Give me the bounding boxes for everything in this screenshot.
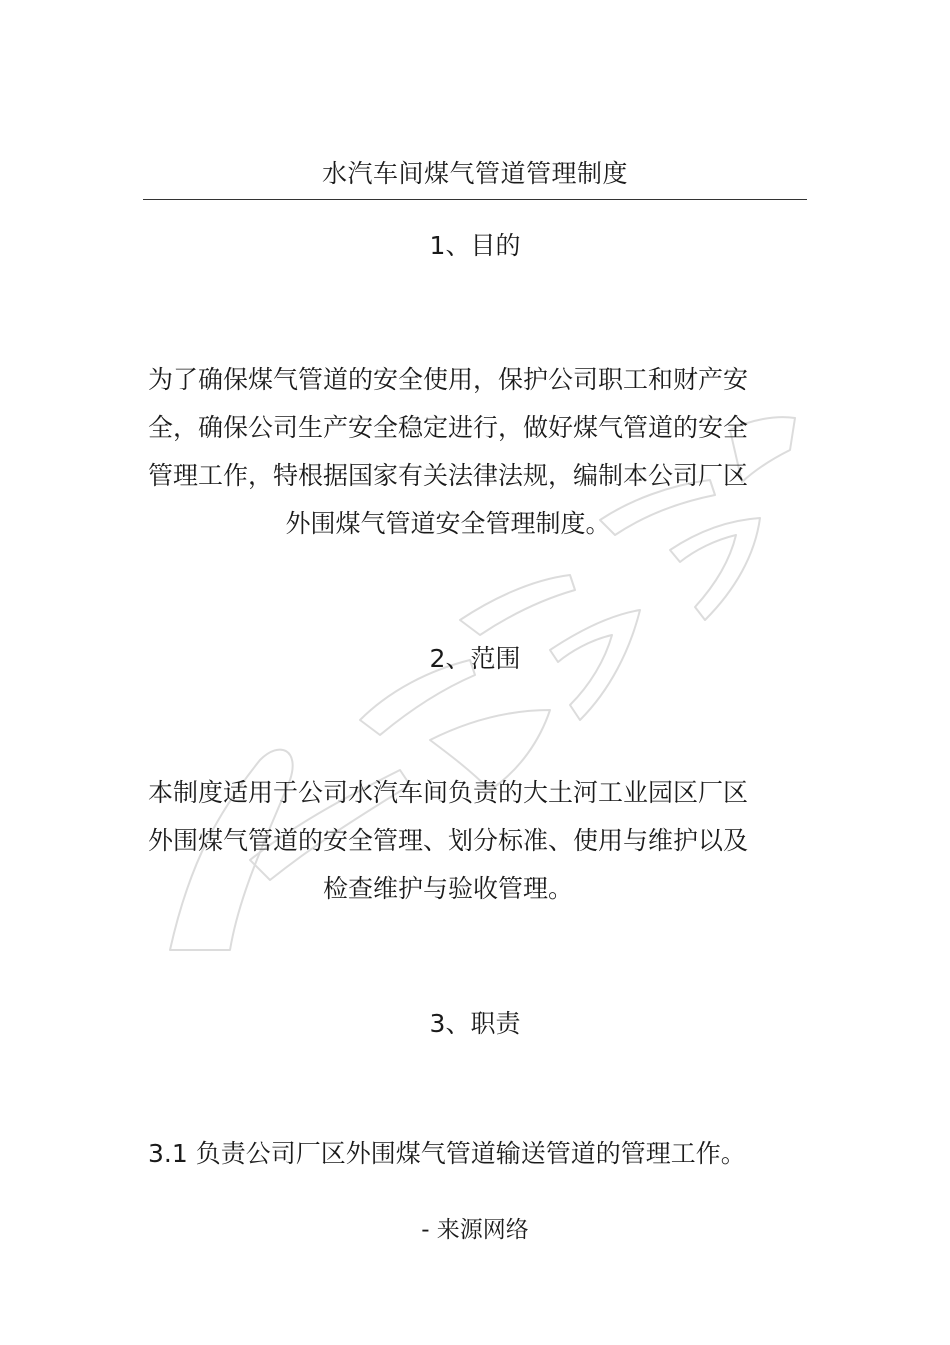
section-heading-purpose: 1、目的 [429, 231, 521, 260]
paragraph-line: 管理工作，特根据国家有关法律法规，编制本公司厂区 [148, 461, 749, 490]
section-body-scope [148, 769, 748, 913]
source-footer: - 来源网络 [421, 1217, 529, 1243]
paragraph-line: 外围煤气管道安全管理制度。 [285, 509, 611, 538]
page-header [143, 152, 807, 200]
paragraph-line: 检查维护与验收管理。 [322, 874, 573, 903]
section-heading-duties: 3、职责 [429, 1009, 521, 1038]
section-body-duties [148, 1130, 748, 1178]
page-title: 水汽车间煤气管道管理制度 [321, 159, 628, 188]
paragraph-line: 全，确保公司生产安全稳定进行，做好煤气管道的安全 [148, 413, 749, 442]
section-heading-scope: 2、范围 [429, 644, 521, 673]
paragraph-line: 本制度适用于公司水汽车间负责的大土河工业园区厂区 [148, 778, 749, 807]
paragraph-line: 外围煤气管道的安全管理、划分标准、使用与维护以及 [148, 826, 749, 855]
paragraph-line: 为了确保煤气管道的安全使用，保护公司职工和财产安 [148, 365, 749, 394]
section-body-purpose [148, 356, 748, 548]
paragraph-line: 3.1 负责公司厂区外围煤气管道输送管道的管理工作。 [148, 1139, 746, 1168]
